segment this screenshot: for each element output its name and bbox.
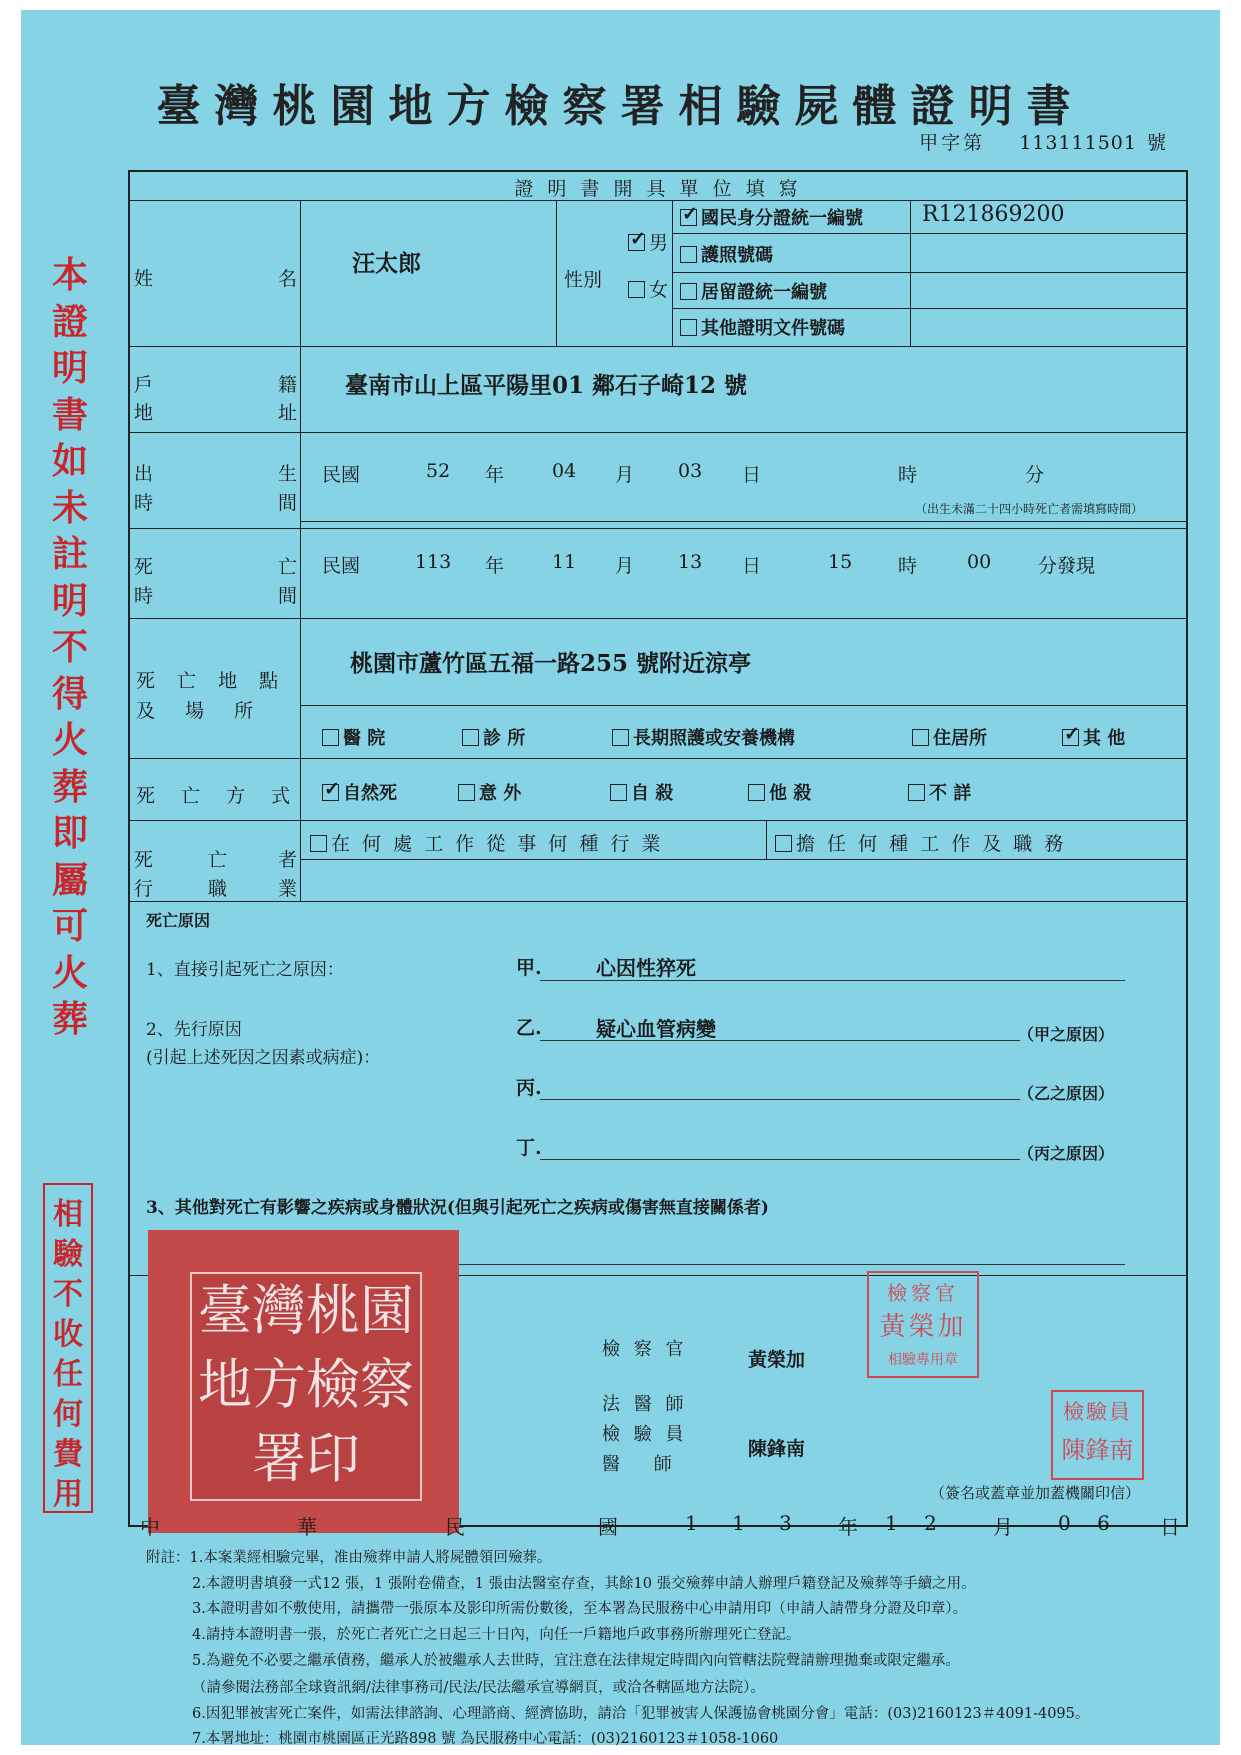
death-time-label: 間 — [278, 585, 298, 607]
name-value: 汪太郎 — [352, 250, 421, 277]
gender-female[interactable]: 女 — [628, 275, 668, 302]
place-option[interactable] — [1062, 724, 1125, 750]
examiner-name: 陳鋒南 — [748, 1438, 806, 1460]
job-checkbox[interactable] — [775, 835, 792, 852]
birth-label: 生 — [278, 463, 298, 485]
footnote-line: 4.請持本證明書一張，於死亡者死亡之日起三十日內，向任一戶籍地戶政事務所辦理死亡登記。 — [192, 1627, 801, 1643]
id-type-checkbox[interactable] — [680, 283, 697, 300]
death-minute: 00 — [967, 551, 992, 573]
date-year-unit: 年 — [838, 1515, 858, 1539]
cause-c-line — [540, 1099, 1020, 1100]
row-divider — [300, 859, 1188, 860]
death-era: 民國 — [322, 555, 361, 577]
death-day: 13 — [678, 551, 703, 573]
col-divider — [910, 200, 911, 346]
examiner-stamp: 檢驗員 陳鋒南 — [1051, 1390, 1144, 1480]
place-option[interactable] — [912, 724, 987, 750]
other-conditions-line — [448, 1264, 1125, 1265]
prior-cause-sub: (引起上述死因之因素或病症)： — [146, 1048, 381, 1068]
id-type-checkbox[interactable] — [680, 319, 697, 336]
cause-b-value: 疑心血管病變 — [596, 1017, 716, 1041]
place-checkbox[interactable] — [912, 729, 929, 746]
death-year-unit: 年 — [485, 555, 505, 577]
occupation-label: 亡 — [208, 849, 228, 871]
place-checkbox[interactable] — [322, 729, 339, 746]
death-time-label: 亡 — [278, 556, 298, 578]
date-char: 國 — [598, 1515, 618, 1539]
date-char: 中 — [140, 1515, 160, 1539]
death-time-label: 時 — [134, 585, 154, 607]
occupation-label: 業 — [278, 878, 298, 900]
death-place-label: 及 場 所 — [136, 700, 266, 722]
row-divider — [128, 820, 1188, 821]
industry-option[interactable]: 在 何 處 工 作 從 事 何 種 行 業 — [310, 829, 663, 856]
birth-era: 民國 — [322, 464, 361, 486]
id-type-label: 其他證明文件號碼 — [701, 318, 845, 339]
prior-cause-label: 2、先行原因 — [146, 1020, 242, 1040]
domicile-label: 籍 — [278, 374, 298, 396]
col-divider — [672, 200, 673, 346]
birth-year-unit: 年 — [485, 464, 505, 486]
date-year: 1 1 3 — [685, 1511, 806, 1535]
row-divider — [128, 901, 1188, 902]
birth-month-unit: 月 — [615, 464, 635, 486]
id-type-label: 護照號碼 — [701, 245, 773, 266]
domicile-label: 地 — [134, 402, 154, 424]
row-divider — [300, 705, 1188, 706]
death-manner-label: 死 亡 方 式 — [136, 785, 301, 807]
occupation-label: 死 — [134, 849, 154, 871]
manner-option[interactable] — [458, 779, 521, 805]
birth-day: 03 — [678, 460, 703, 482]
id-type-checkbox[interactable] — [680, 209, 697, 226]
domicile-label: 戶 — [134, 374, 154, 396]
date-month: 1 2 — [885, 1511, 947, 1535]
id-type-option[interactable] — [680, 314, 845, 340]
gender-male[interactable]: ✓男 — [628, 228, 668, 255]
death-time-label: 死 — [134, 556, 154, 578]
row-divider — [300, 521, 1188, 522]
manner-checkbox[interactable] — [458, 784, 475, 801]
date-day-unit: 日 — [1160, 1515, 1180, 1539]
date-char: 民 — [445, 1515, 465, 1539]
cause-b-line — [540, 1040, 1020, 1041]
seal-text: 臺灣桃園地方檢察署印 — [190, 1272, 422, 1501]
place-checkbox[interactable] — [462, 729, 479, 746]
death-hour-unit: 時 — [898, 555, 918, 577]
birth-label: 出 — [134, 463, 154, 485]
death-month-unit: 月 — [615, 555, 635, 577]
id-row-divider — [672, 233, 1188, 234]
cause-b-note: （甲之原因） — [1018, 1025, 1115, 1044]
cause-title: 死亡原因 — [146, 911, 211, 930]
cremation-warning: 本證明書如未註明不得火葬即屬可火葬 — [51, 254, 88, 1040]
cause-b-label: 乙. — [516, 1017, 542, 1039]
birth-month: 04 — [552, 460, 577, 482]
manner-option-label: 自 殺 — [631, 783, 674, 804]
footnote-line: 3.本證明書如不敷使用，請攜帶一張原本及影印所需份數後，至本署為民服務中心申請用印（申請人請帶身分證及印章）。 — [192, 1601, 968, 1617]
cause-c-note: （乙之原因） — [1018, 1084, 1115, 1103]
prosecutor-stamp: 檢察官 黃榮加 相驗專用章 — [867, 1271, 979, 1378]
signature-note: （簽名或蓋章並加蓋機關印信） — [930, 1484, 1141, 1502]
birth-day-unit: 日 — [742, 464, 762, 486]
date-day: 0 6 — [1058, 1511, 1120, 1535]
other-conditions-label: 3、其他對死亡有影響之疾病或身體狀況(但與引起死亡之疾病或傷害無直接關係者) — [146, 1198, 769, 1218]
death-place-label: 死 亡 地 點 — [136, 670, 287, 692]
label-column-divider — [300, 200, 301, 901]
examiner-title-1: 法 醫 師 — [602, 1394, 688, 1415]
death-month: 11 — [552, 551, 577, 573]
footnote-line: 5.為避免不必要之繼承債務，繼承人於被繼承人去世時，宜注意在法律規定時間內向管轄法院聲請辦理拋棄或限定繼承。 — [192, 1653, 960, 1669]
direct-cause-label: 1、直接引起死亡之原因： — [146, 960, 344, 980]
occupation-label: 行 — [134, 878, 154, 900]
place-option[interactable] — [612, 724, 795, 750]
id-type-checkbox[interactable] — [680, 246, 697, 263]
manner-option[interactable] — [322, 779, 397, 805]
manner-option-label: 他 殺 — [769, 783, 812, 804]
manner-option[interactable] — [610, 779, 673, 805]
place-option-label: 住居所 — [933, 728, 987, 749]
official-seal — [148, 1230, 459, 1533]
examiner-title-3: 醫 師 — [602, 1454, 686, 1475]
place-checkbox[interactable] — [1062, 729, 1079, 746]
id-row-divider — [672, 308, 1188, 309]
cause-a-line — [540, 980, 1125, 981]
id-row-divider — [672, 272, 1188, 273]
document-number: 甲字第 113111501 號 — [919, 132, 1169, 154]
manner-option[interactable] — [748, 779, 811, 805]
document-title: 臺灣桃園地方檢察署相驗屍體證明書 — [156, 81, 1085, 132]
industry-checkbox[interactable] — [310, 835, 327, 852]
manner-option[interactable] — [908, 779, 971, 805]
manner-checkbox[interactable] — [908, 784, 925, 801]
domicile-label: 址 — [278, 402, 298, 424]
name-label: 名 — [278, 268, 298, 290]
footnote-line: 6.因犯罪被害死亡案件，如需法律諮詢、心理諮商、經濟協助，請洽「犯罪被害人保護協會桃園分會」電話：(03)2160123＃4091-4095。 — [192, 1706, 1090, 1722]
id-type-label: 居留證統一編號 — [701, 282, 827, 303]
domicile-value: 臺南市山上區平陽里01 鄰石子崎12 號 — [345, 372, 748, 399]
id-number-value: R121869200 — [922, 202, 1065, 227]
birth-label: 間 — [278, 492, 298, 514]
name-label: 姓 — [134, 268, 154, 290]
place-option-label: 長期照護或安養機構 — [633, 728, 795, 749]
death-minute-unit: 分發現 — [1038, 555, 1096, 577]
no-fee-notice: 相驗不收任何費用 — [43, 1183, 93, 1513]
place-option-label: 診 所 — [483, 728, 526, 749]
death-hour: 15 — [828, 551, 853, 573]
place-option-label: 其 他 — [1083, 728, 1126, 749]
manner-checkbox[interactable] — [748, 784, 765, 801]
row-divider — [128, 432, 1188, 433]
manner-option-label: 自然死 — [343, 783, 397, 804]
col-divider — [556, 200, 557, 346]
cause-d-label: 丁. — [516, 1137, 542, 1159]
row-divider — [128, 346, 1188, 347]
manner-checkbox[interactable] — [610, 784, 627, 801]
manner-option-label: 不 詳 — [929, 783, 972, 804]
examiner-title-2: 檢 驗 員 — [602, 1424, 688, 1445]
prosecutor-label: 檢 察 官 — [602, 1339, 688, 1360]
section-header: 證 明 書 開 具 單 位 填 寫 — [514, 178, 802, 200]
female-checkbox[interactable] — [628, 281, 645, 298]
death-day-unit: 日 — [742, 555, 762, 577]
place-option[interactable] — [462, 724, 525, 750]
place-option-label: 醫 院 — [343, 728, 386, 749]
row-divider — [128, 528, 1188, 529]
manner-checkbox[interactable] — [322, 784, 339, 801]
id-type-label: 國民身分證統一編號 — [701, 208, 863, 229]
occupation-label: 職 — [208, 878, 228, 900]
birth-minute-unit: 分 — [1025, 464, 1045, 486]
id-type-option[interactable] — [680, 204, 863, 230]
footnote-line: 附註：1.本案業經相驗完畢，准由殮葬申請人將屍體領回殮葬。 — [146, 1550, 552, 1566]
cause-d-note: （丙之原因） — [1018, 1144, 1115, 1163]
birth-year: 52 — [426, 460, 451, 482]
row-divider — [128, 758, 1188, 759]
birth-note: （出生未滿二十四小時死亡者需填寫時間） — [915, 502, 1144, 516]
id-type-option[interactable] — [680, 241, 773, 267]
row-divider — [128, 618, 1188, 619]
footnote-line: 2.本證明書填發一式12 張，1 張附卷備查，1 張由法醫室存查，其餘10 張交殮葬申請人辦理戶籍登記及殮葬等手續之用。 — [192, 1576, 976, 1592]
cause-a-label: 甲. — [516, 957, 542, 979]
male-checkbox[interactable] — [628, 234, 645, 251]
occupation-label: 者 — [278, 849, 298, 871]
job-option[interactable]: 擔 任 何 種 工 作 及 職 務 — [775, 829, 1066, 856]
place-option[interactable] — [322, 724, 385, 750]
date-month-unit: 月 — [993, 1515, 1013, 1539]
cause-a-value: 心因性猝死 — [596, 956, 696, 980]
birth-label: 時 — [134, 492, 154, 514]
death-year: 113 — [415, 551, 452, 573]
footnote-line: 7.本署地址：桃園市桃園區正光路898 號 為民服務中心電話：(03)2160123＃1058-1060 — [192, 1731, 779, 1747]
prosecutor-name: 黃榮加 — [748, 1349, 806, 1371]
id-type-option[interactable] — [680, 278, 827, 304]
death-place-value: 桃園市蘆竹區五福一路255 號附近涼亭 — [350, 650, 752, 677]
place-checkbox[interactable] — [612, 729, 629, 746]
manner-option-label: 意 外 — [479, 783, 522, 804]
cause-d-line — [540, 1159, 1020, 1160]
birth-hour-unit: 時 — [898, 464, 918, 486]
col-divider — [766, 820, 767, 859]
cause-c-label: 丙. — [516, 1077, 542, 1099]
date-char: 華 — [297, 1515, 317, 1539]
footnote-line: （請參閱法務部全球資訊網/法律事務司/民法/民法繼承宣導網頁，或洽各轄區地方法院）。 — [192, 1680, 765, 1696]
gender-label: 性別 — [564, 269, 603, 291]
